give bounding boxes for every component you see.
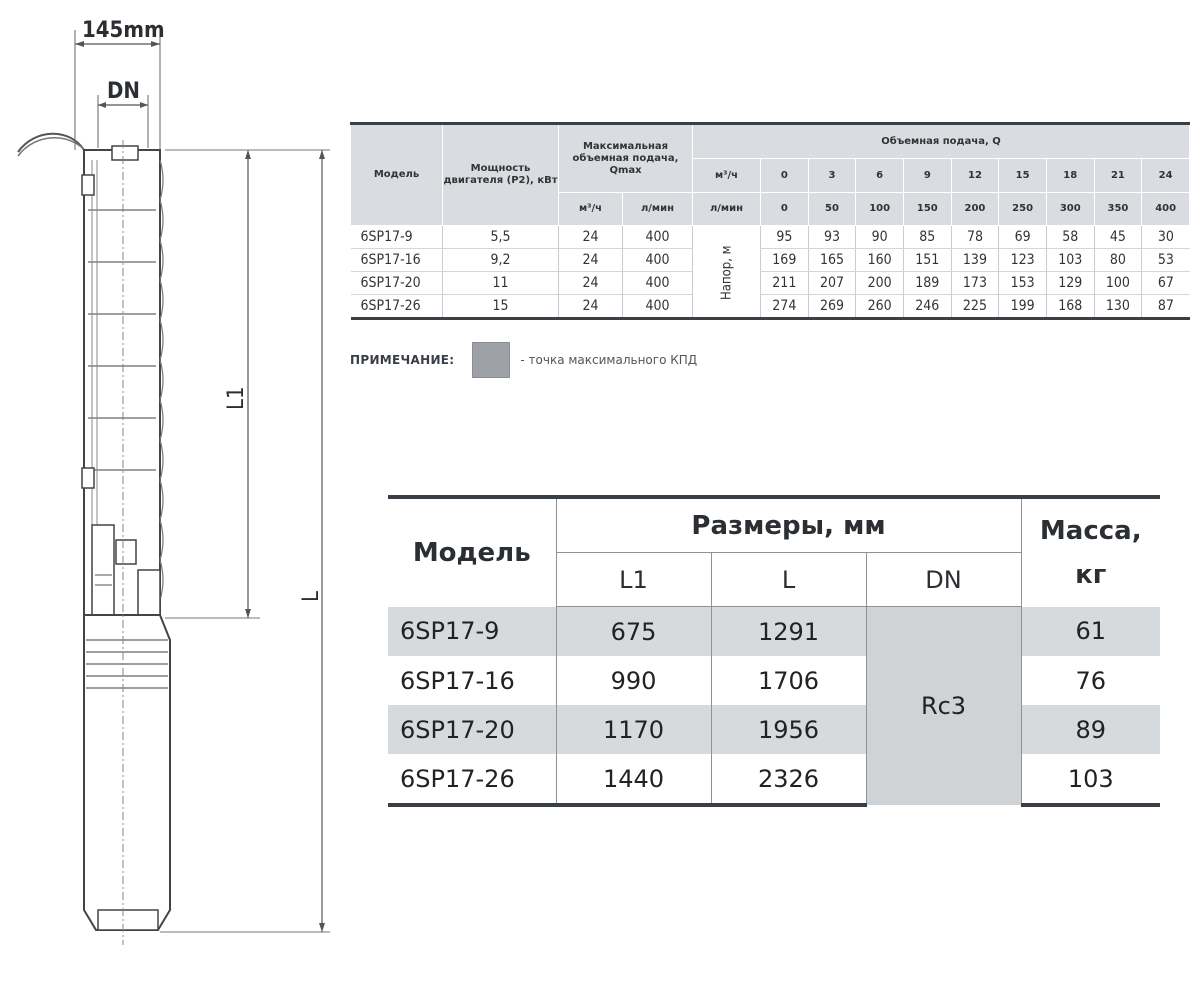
head-value-cell: 53 — [1142, 249, 1190, 272]
perf-header-max-flow: Максимальная объемная подача, Qmax — [559, 124, 693, 193]
l1-dimension-label: L1 — [224, 386, 249, 410]
flow-m3h-cell: 0 — [761, 159, 809, 193]
dim-l1-cell: 675 — [556, 607, 711, 657]
dim-l1-cell: 990 — [556, 656, 711, 705]
dim-header-l1: L1 — [556, 553, 711, 607]
flow-m3h-cell: 9 — [903, 159, 951, 193]
dim-mass-cell: 76 — [1021, 656, 1160, 705]
dim-l-cell: 1291 — [711, 607, 866, 657]
dim-header-sizes: Размеры, мм — [556, 497, 1021, 553]
table-row — [388, 656, 1160, 705]
dn-dimension-label: DN — [107, 79, 140, 104]
head-value-cell: 246 — [903, 295, 951, 319]
perf-qmax-m3h-cell: 24 — [559, 295, 623, 319]
flow-m3h-cell: 15 — [999, 159, 1047, 193]
head-axis-label: Напор, м — [693, 226, 761, 319]
head-value-cell: 100 — [1094, 272, 1142, 295]
head-value-cell: 30 — [1142, 226, 1190, 249]
flow-lmin-cell: 150 — [903, 193, 951, 226]
flow-m3h-cell: 21 — [1094, 159, 1142, 193]
perf-header-qmax-lmin: л/мин — [623, 193, 693, 226]
max-efficiency-swatch — [472, 342, 510, 378]
perf-power-cell: 5,5 — [443, 226, 559, 249]
head-value-cell: 165 — [808, 249, 856, 272]
dim-model-cell: 6SP17-26 — [388, 754, 556, 805]
table-row — [388, 754, 1160, 805]
head-value-cell: 269 — [808, 295, 856, 319]
l-dimension-label: L — [299, 590, 324, 602]
dim-l-cell: 1956 — [711, 705, 866, 754]
note-text: - точка максимального КПД — [520, 353, 698, 367]
head-value-cell: 260 — [856, 295, 904, 319]
pump-drawing — [0, 0, 345, 1000]
table-row — [388, 705, 1160, 754]
dim-header-model: Модель — [388, 497, 556, 607]
perf-model-cell: 6SP17-20 — [351, 272, 443, 295]
perf-header-unit-m3h: м³/ч — [693, 159, 761, 193]
perf-header-flow: Объемная подача, Q — [693, 124, 1190, 159]
dim-model-cell: 6SP17-16 — [400, 666, 515, 695]
perf-qmax-lmin-cell: 400 — [623, 272, 693, 295]
dim-header-mass: Масса, кг — [1021, 497, 1160, 607]
table-row — [351, 295, 1190, 319]
dim-model-cell: 6SP17-9 — [388, 607, 556, 657]
perf-qmax-lmin-cell: 400 — [623, 249, 693, 272]
flow-lmin-cell: 0 — [761, 193, 809, 226]
dim-mass-cell: 89 — [1021, 705, 1160, 754]
perf-power-cell: 9,2 — [443, 249, 559, 272]
head-value-cell: 103 — [1046, 249, 1094, 272]
head-value-cell: 87 — [1142, 295, 1190, 319]
head-value-cell: 189 — [903, 272, 951, 295]
table-row — [351, 226, 1190, 249]
head-value-cell: 207 — [808, 272, 856, 295]
dim-dn-cell: Rc3 — [866, 607, 1021, 806]
dimensions-table — [388, 495, 1160, 807]
flow-lmin-cell: 250 — [999, 193, 1047, 226]
head-value-cell: 67 — [1142, 272, 1190, 295]
perf-header-unit-lmin: л/мин — [693, 193, 761, 226]
pump-motor — [84, 615, 170, 930]
head-value-cell: 78 — [951, 226, 999, 249]
table-row — [388, 607, 1160, 657]
flow-lmin-cell: 200 — [951, 193, 999, 226]
perf-model-cell: 6SP17-26 — [351, 295, 443, 319]
dim-mass-cell: 61 — [1021, 607, 1160, 657]
perf-qmax-m3h-cell: 24 — [559, 249, 623, 272]
note-label: ПРИМЕЧАНИЕ: — [350, 353, 455, 367]
flow-m3h-cell: 24 — [1142, 159, 1190, 193]
flow-lmin-cell: 50 — [808, 193, 856, 226]
head-value-cell: 153 — [999, 272, 1047, 295]
flow-m3h-cell: 6 — [856, 159, 904, 193]
head-value-cell: 95 — [761, 226, 809, 249]
perf-qmax-lmin-cell: 400 — [623, 295, 693, 319]
head-value-cell: 160 — [856, 249, 904, 272]
head-value-cell: 58 — [1046, 226, 1094, 249]
perf-power-cell: 11 — [443, 272, 559, 295]
note — [350, 342, 697, 378]
head-value-cell: 139 — [951, 249, 999, 272]
head-value-cell: 173 — [951, 272, 999, 295]
head-value-cell: 123 — [999, 249, 1047, 272]
head-value-cell: 80 — [1094, 249, 1142, 272]
performance-table — [350, 122, 1190, 320]
flow-lmin-cell: 300 — [1046, 193, 1094, 226]
head-value-cell: 45 — [1094, 226, 1142, 249]
head-value-cell: 69 — [999, 226, 1047, 249]
head-value-cell: 85 — [903, 226, 951, 249]
head-value-cell: 169 — [761, 249, 809, 272]
perf-header-power: Мощность двигателя (P2), кВт — [443, 124, 559, 226]
perf-header-qmax-m3h: м³/ч — [559, 193, 623, 226]
dim-header-dn: DN — [866, 553, 1021, 607]
dim-header-l: L — [711, 553, 866, 607]
perf-power-cell: 15 — [443, 295, 559, 319]
head-value-cell: 199 — [999, 295, 1047, 319]
dim-mass-cell: 103 — [1021, 754, 1160, 805]
head-value-cell: 225 — [951, 295, 999, 319]
head-value-cell: 90 — [856, 226, 904, 249]
head-value-cell: 274 — [761, 295, 809, 319]
flow-m3h-cell: 18 — [1046, 159, 1094, 193]
perf-qmax-lmin-cell: 400 — [623, 226, 693, 249]
dim-l1-cell: 1170 — [556, 705, 711, 754]
table-row — [351, 249, 1190, 272]
perf-model-cell: 6SP17-16 — [351, 249, 443, 272]
dim-l-cell: 1706 — [711, 656, 866, 705]
head-value-cell: 151 — [903, 249, 951, 272]
dim-l-cell: 2326 — [711, 754, 866, 805]
head-value-cell: 129 — [1046, 272, 1094, 295]
head-value-cell: 168 — [1046, 295, 1094, 319]
table-row — [351, 272, 1190, 295]
head-value-cell: 211 — [761, 272, 809, 295]
width-dimension-label: 145mm — [82, 18, 165, 43]
head-value-cell: 200 — [856, 272, 904, 295]
flow-m3h-cell: 3 — [808, 159, 856, 193]
dim-model-cell: 6SP17-20 — [388, 705, 556, 754]
perf-qmax-m3h-cell: 24 — [559, 272, 623, 295]
flow-lmin-cell: 400 — [1142, 193, 1190, 226]
head-value-cell: 93 — [808, 226, 856, 249]
flow-m3h-cell: 12 — [951, 159, 999, 193]
dim-l1-cell: 1440 — [556, 754, 711, 805]
flow-lmin-cell: 350 — [1094, 193, 1142, 226]
perf-header-model: Модель — [351, 124, 443, 226]
flow-lmin-cell: 100 — [856, 193, 904, 226]
perf-qmax-m3h-cell: 24 — [559, 226, 623, 249]
perf-model-cell: 6SP17-9 — [351, 226, 443, 249]
head-value-cell: 130 — [1094, 295, 1142, 319]
